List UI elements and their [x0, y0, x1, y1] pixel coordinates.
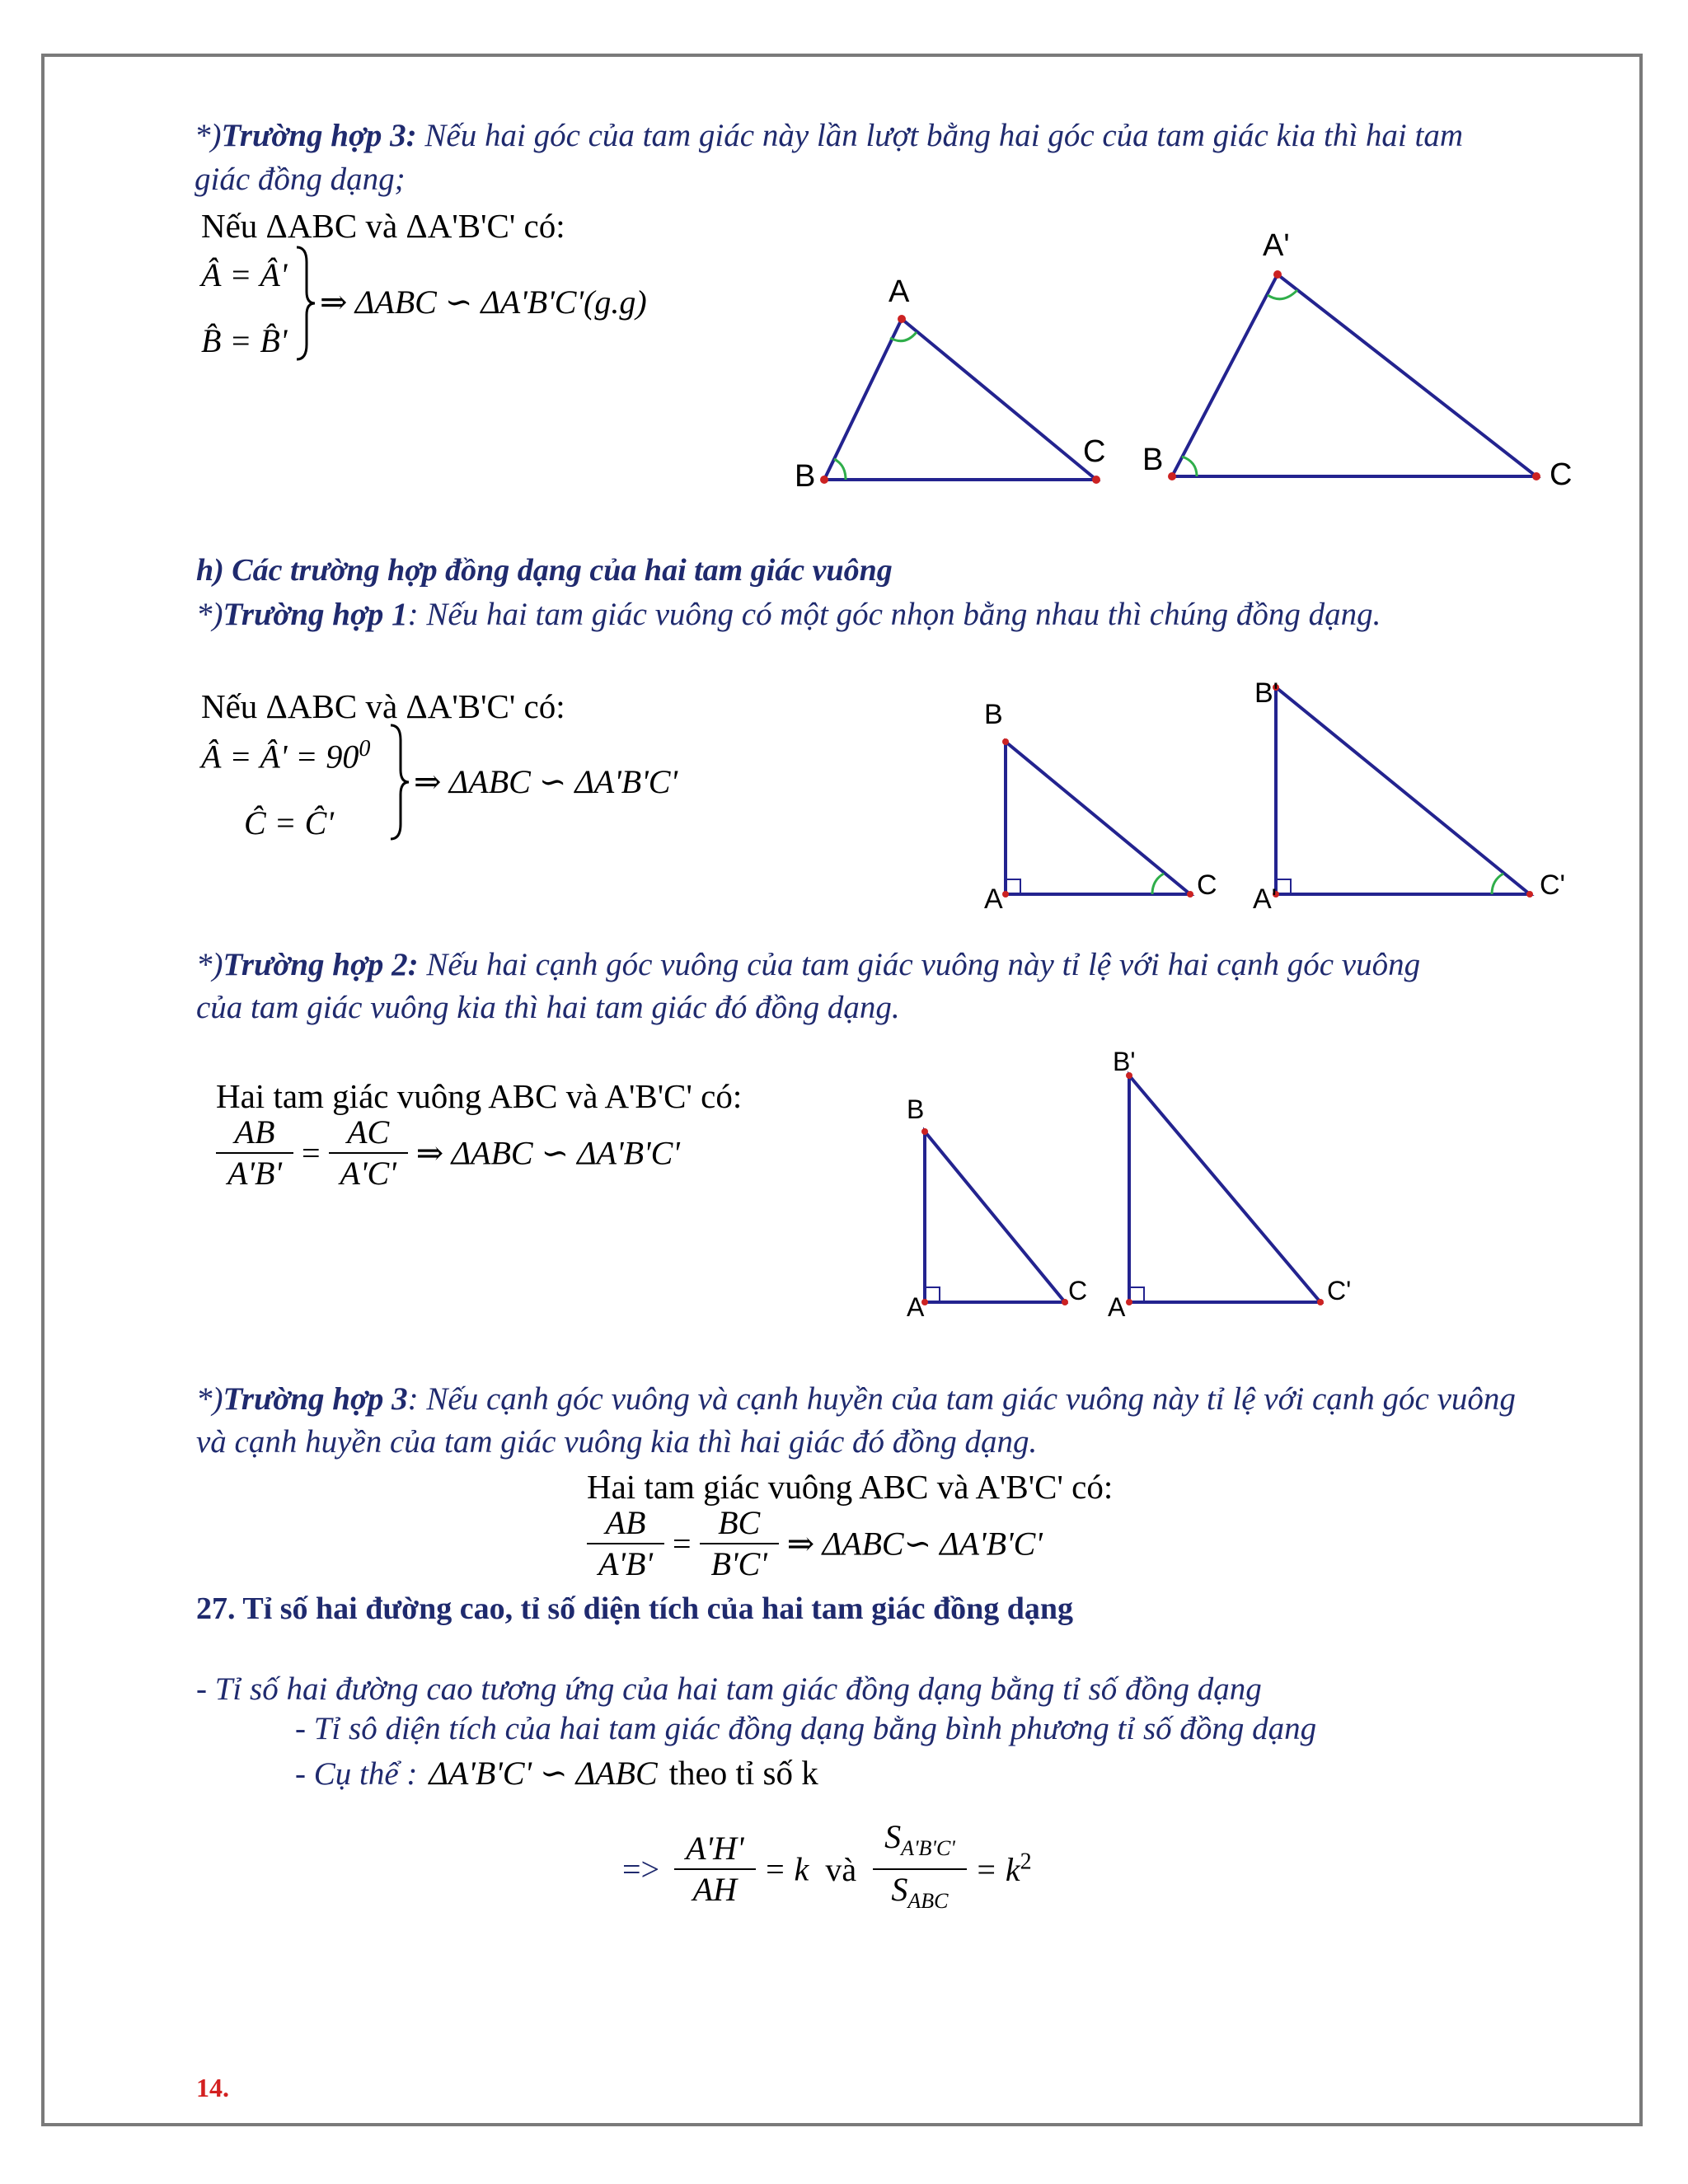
label-a2: A': [1253, 883, 1278, 915]
label-b2: B': [1254, 677, 1279, 709]
h-case3-line2: và cạnh huyền của tam giác vuông kia thì hai giác đó đồng dạng.: [196, 1424, 1038, 1460]
right-triangle-abc: [925, 1132, 1065, 1302]
right-triangle-a2b2c2: [1129, 1076, 1320, 1302]
triangle-a2b2c2: [1172, 274, 1536, 476]
s27-line2: - Tỉ sô diện tích của hai tam giác đồng dạng bằng bình phương tỉ số đồng dạng: [295, 1711, 1317, 1746]
h-case3-formula: $\frac{AB}{A'B'}$ = $\frac{BC}{B'C'}$ ⇒ ΔABC∽ ΔA'B'C': [587, 1503, 1043, 1584]
label-b: B: [907, 1094, 925, 1124]
angle-mark-a2: [1268, 290, 1297, 299]
point-a2: [1273, 270, 1282, 279]
case3-brace: [293, 246, 318, 361]
case3-figure: [775, 223, 1599, 503]
point-a: [1002, 891, 1009, 898]
case3-eq1: Â = Â': [201, 256, 288, 293]
h-case1-eq1: Â = Â' = $90^0$: [201, 736, 371, 776]
point-c2: [1317, 1299, 1324, 1305]
label-c: C: [1083, 434, 1106, 469]
h-case2-formula: $\frac{AB}{A'B'}$ = $\frac{AC}{A'C'}$ ⇒ ΔABC ∽ ΔA'B'C': [216, 1113, 680, 1193]
h-case2-figure: [890, 1043, 1385, 1327]
label-c: C: [1197, 869, 1217, 901]
h-case1-brace: [387, 724, 412, 841]
label-a: A: [984, 883, 1003, 915]
h-case2-given: Hai tam giác vuông ABC và A'B'C' có:: [216, 1077, 743, 1115]
point-c: [1187, 891, 1193, 898]
point-c2: [1526, 891, 1533, 898]
label-b: B: [795, 459, 816, 494]
right-triangle-a2b2c2: [1276, 687, 1530, 894]
point-b2: [1168, 472, 1176, 480]
page-number: 14.: [196, 2073, 229, 2102]
label-a: A: [907, 1292, 925, 1322]
point-b: [921, 1128, 928, 1135]
label-b2: B': [1113, 1047, 1136, 1076]
h-case3-line1: *)Trường hợp 3: Nếu cạnh góc vuông và cạnh huyền của tam giác vuông này tỉ lệ với cạnh góc vuông: [196, 1381, 1516, 1417]
h-case1-given: Nếu ΔABC và ΔA'B'C' có:: [201, 687, 565, 725]
label-a2: A: [1108, 1292, 1126, 1322]
point-c: [1092, 476, 1100, 484]
label-b2: B: [1142, 443, 1164, 477]
h-case1-eq2: Ĉ = Ĉ': [244, 804, 334, 841]
angle-mark-c: [1152, 874, 1164, 894]
s27-formula: => $\frac{A'H'}{AH}$ = k và $\frac{S_{A'B'C'}}{S_{ABC}}$ = $k^2$: [622, 1818, 1032, 1913]
label-c2: C': [1540, 869, 1566, 901]
case3-conclusion: ⇒ ΔABC ∽ ΔA'B'C'(g.g): [320, 284, 647, 321]
label-c2: C': [1327, 1276, 1352, 1305]
point-b: [1002, 738, 1009, 745]
label-b: B: [984, 699, 1003, 730]
h-case2-line2: của tam giác vuông kia thì hai tam giác đó đồng dạng.: [196, 990, 900, 1025]
point-b: [820, 476, 828, 484]
case3-given: Nếu ΔABC và ΔA'B'C' có:: [201, 207, 565, 245]
angle-mark-b: [834, 459, 846, 480]
case3-line1: *)Trường hợp 3: Nếu hai góc của tam giác này lần lượt bằng hai góc của tam giác kia thì hai tam: [195, 118, 1463, 153]
h-case1-conclusion: ⇒ ΔABC ∽ ΔA'B'C': [414, 763, 678, 800]
angle-mark-b2: [1182, 457, 1197, 476]
point-c: [1062, 1299, 1068, 1305]
h-case1-figure: [973, 676, 1582, 915]
point-a: [898, 315, 906, 323]
s27-line3: - Cụ thể : ΔA'B'C' ∽ ΔABC theo tỉ số k: [295, 1754, 818, 1792]
label-a2: A': [1263, 228, 1290, 263]
case3-eq2: B̂ = B̂': [201, 322, 288, 359]
label-c2: C: [1550, 457, 1573, 492]
h-case2-line1: *)Trường hợp 2: Nếu hai cạnh góc vuông của tam giác vuông này tỉ lệ với hai cạnh góc vuông: [196, 947, 1421, 982]
point-c2: [1532, 472, 1540, 480]
case3-line2: giác đồng dạng;: [195, 162, 406, 197]
label-a: A: [889, 274, 910, 309]
h-case3-given: Hai tam giác vuông ABC và A'B'C' có:: [587, 1468, 1114, 1506]
label-c: C: [1068, 1276, 1088, 1305]
section-h-title: h) Các trường hợp đồng dạng của hai tam giác vuông: [196, 553, 893, 588]
s27-line1: - Tỉ số hai đường cao tương ứng của hai tam giác đồng dạng bằng tỉ số đồng dạng: [196, 1671, 1262, 1707]
h-case1-text: *)Trường hợp 1: Nếu hai tam giác vuông có một góc nhọn bằng nhau thì chúng đồng dạng.: [196, 597, 1381, 632]
point-a2: [1126, 1299, 1132, 1305]
right-triangle-abc: [1006, 742, 1190, 894]
triangle-abc: [824, 319, 1096, 480]
angle-mark-c2: [1492, 874, 1503, 894]
section-27-title: 27. Tỉ số hai đường cao, tỉ số diện tích của hai tam giác đồng dạng: [196, 1591, 1074, 1626]
